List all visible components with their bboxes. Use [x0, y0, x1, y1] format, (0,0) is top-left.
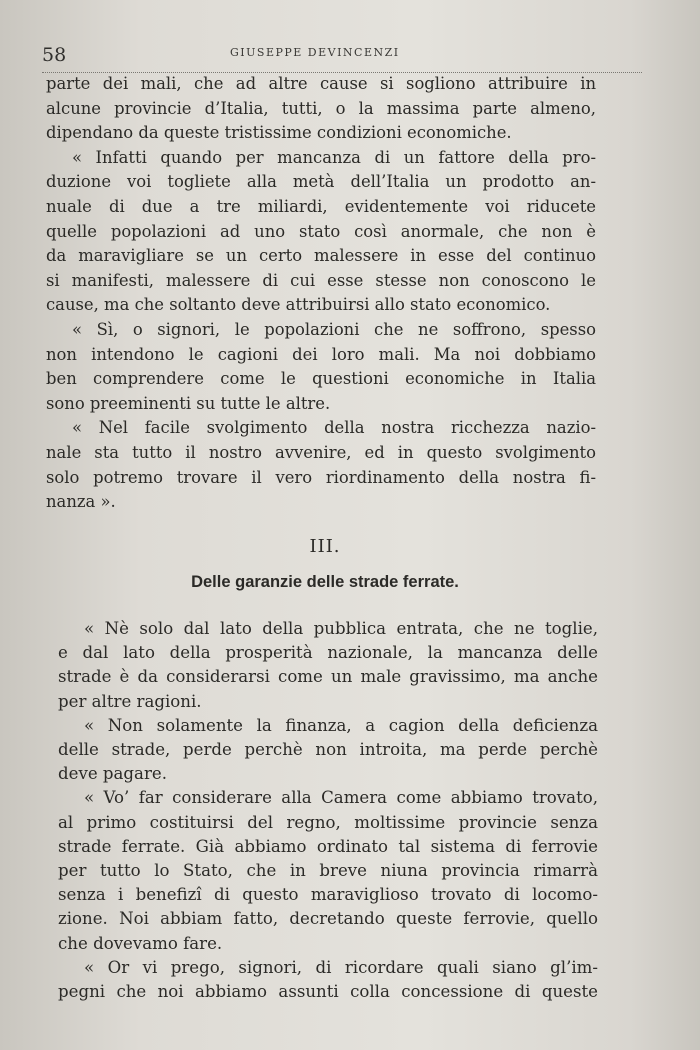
text-line: nanza ».	[46, 492, 116, 512]
text-line: al primo costituirsi del regno, moltissime provincie senza	[58, 812, 598, 832]
text-line: si manifesti, malessere di cui esse stesse non conoscono le	[46, 270, 596, 290]
text-block-bottom	[58, 617, 598, 1004]
text-line: zione. Noi abbiam fatto, decretando queste ferrovie, quello	[58, 909, 598, 929]
text-line: nuale di due a tre miliardi, evidentemente voi riducete	[46, 196, 596, 216]
text-line: dipendano da queste tristissime condizioni economiche.	[46, 123, 512, 143]
text-line: senza i benefizî di questo maraviglioso trovato di locomo-	[58, 885, 598, 905]
text-line: strade ferrate. Già abbiamo ordinato tal sistema di ferrovie	[58, 836, 598, 856]
text-line: che dovevamo fare.	[58, 933, 223, 953]
running-title: GIUSEPPE DEVINCENZI	[230, 46, 400, 59]
text-line: « Infatti quando per mancanza di un fattore della pro-	[72, 147, 596, 167]
text-line: « Non solamente la finanza, a cagion della deficienza	[84, 715, 598, 735]
text-line: « Sì, o signori, le popolazioni che ne soffrono, spesso	[72, 319, 596, 339]
text-line: per tutto lo Stato, che in breve niuna provincia rimarrà	[58, 861, 598, 881]
text-line: ben comprendere come le questioni economiche in Italia	[46, 369, 596, 389]
text-line: strade è da considerarsi come un male gravissimo, ma anche	[58, 667, 598, 687]
section-title: Delle garanzie delle strade ferrate.	[191, 573, 459, 591]
text-line: duzione voi togliete alla metà dell’Italia un prodotto an-	[46, 172, 596, 192]
text-line: sono preeminenti su tutte le altre.	[46, 393, 331, 413]
text-line: per altre ragioni.	[58, 691, 202, 711]
text-line: deve pagare.	[58, 764, 167, 784]
text-line: non intendono le cagioni dei loro mali. Ma noi dobbiamo	[46, 344, 596, 364]
text-line: alcune provincie d’Italia, tutti, o la massima parte almeno,	[46, 98, 596, 118]
text-line: cause, ma che soltanto deve attribuirsi allo stato economico.	[46, 295, 551, 315]
text-line: « Vo’ far considerare alla Camera come abbiamo trovato,	[84, 788, 598, 808]
text-line: parte dei mali, che ad altre cause si sogliono attribuire in	[46, 74, 596, 93]
text-line: « Nè solo dal lato della pubblica entrata, che ne toglie,	[84, 619, 598, 638]
running-head	[42, 38, 642, 73]
text-line: nale sta tutto il nostro avvenire, ed in questo svolgimento	[46, 442, 596, 462]
page-number: 58	[42, 44, 67, 66]
text-line: « Or vi prego, signori, di ricordare quali siano gl’im-	[84, 957, 598, 977]
text-line: e dal lato della prosperità nazionale, la mancanza delle	[58, 643, 598, 663]
text-line: solo potremo trovare il vero riordinamento della nostra fi-	[46, 467, 596, 487]
section-number: III.	[309, 536, 341, 557]
text-line: « Nel facile svolgimento della nostra ricchezza nazio-	[72, 418, 596, 438]
text-block-top	[46, 72, 596, 515]
text-line: da maravigliare se un certo malessere in esse del continuo	[46, 246, 596, 266]
text-line: delle strade, perde perchè non introita, ma perde perchè	[58, 740, 598, 760]
text-line: quelle popolazioni ad uno stato così anormale, che non è	[46, 221, 596, 241]
text-line: pegni che noi abbiamo assunti colla concessione di queste	[58, 982, 598, 1002]
